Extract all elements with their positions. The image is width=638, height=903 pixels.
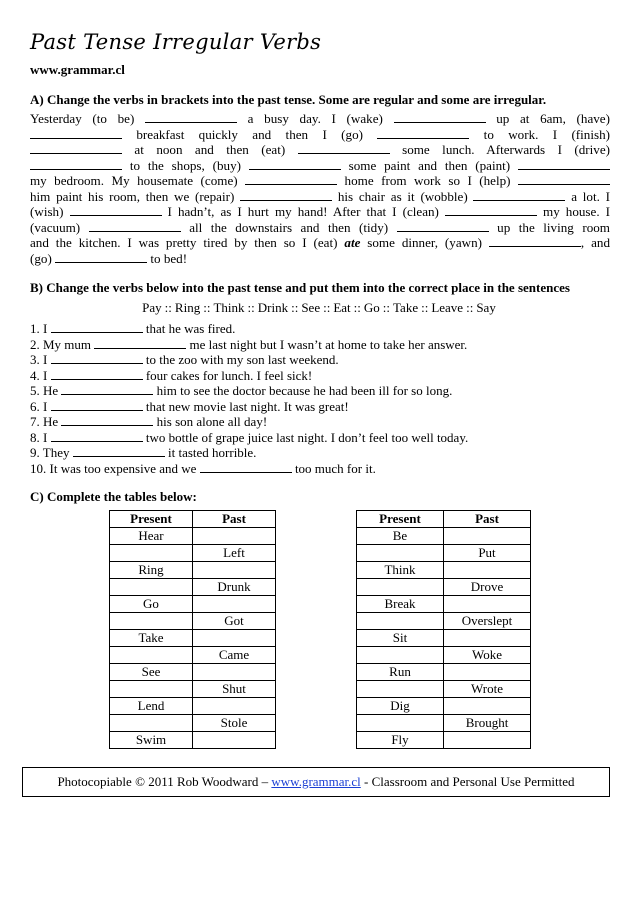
verb-cell: Left (193, 545, 276, 562)
text-segment: some dinner, (yawn) (360, 235, 489, 250)
answer-blank[interactable] (61, 383, 153, 395)
answer-blank[interactable] (51, 352, 143, 364)
verb-cell: Drunk (193, 579, 276, 596)
answer-blank[interactable] (30, 142, 122, 154)
answer-blank[interactable] (30, 158, 122, 170)
text-segment: 5. He (30, 383, 62, 398)
text-segment: breakfast quickly and then I (go) (122, 126, 378, 142)
answer-blank[interactable] (394, 111, 486, 123)
answer-blank[interactable] (298, 142, 390, 154)
verb-cell: Brought (444, 715, 531, 732)
answer-blank[interactable] (249, 158, 341, 170)
verb-cell: Run (357, 664, 444, 681)
answer-blank[interactable] (397, 220, 489, 232)
answer-cell[interactable] (110, 681, 193, 698)
answer-cell[interactable] (357, 715, 444, 732)
answer-blank[interactable] (518, 173, 610, 185)
passage-line (30, 111, 610, 127)
table-row (357, 630, 531, 647)
text-segment: , and (580, 235, 611, 250)
passage-line (30, 220, 610, 236)
table-row (357, 613, 531, 630)
column-header: Present (357, 511, 444, 528)
text-segment: a busy day. I (wake) (237, 111, 394, 126)
passage-line (30, 173, 610, 189)
answer-blank[interactable] (145, 111, 237, 123)
answer-blank[interactable] (51, 368, 143, 380)
verb-cell: Ring (110, 562, 193, 579)
section-b-sentences (30, 321, 468, 476)
site-url: www.grammar.cl (30, 62, 125, 77)
word-bank (0, 300, 638, 316)
table-row (110, 698, 276, 715)
text-segment: to the shops, (buy) (122, 157, 249, 173)
table-row (357, 545, 531, 562)
word-bank-item: Eat (333, 300, 351, 315)
text-segment: to the zoo with my son last weekend. (142, 352, 339, 367)
answer-cell[interactable] (357, 681, 444, 698)
text-segment: 3. I (30, 352, 51, 367)
word-bank-separator: :: (353, 300, 361, 315)
text-segment: it tasted horrible. (164, 445, 257, 460)
word-bank-item: See (301, 300, 321, 315)
verb-cell: Shut (193, 681, 276, 698)
sentence-line (30, 352, 468, 368)
answer-blank[interactable] (73, 445, 165, 457)
table-row (357, 562, 531, 579)
answer-cell[interactable] (110, 545, 193, 562)
word-bank-item: Think (213, 300, 245, 315)
text-segment: that he was fired. (142, 321, 236, 336)
answer-cell[interactable] (357, 545, 444, 562)
answer-blank[interactable] (61, 414, 153, 426)
word-bank-item: Go (363, 300, 380, 315)
word-bank-item: Drink (257, 300, 289, 315)
answer-cell[interactable] (444, 562, 531, 579)
word-bank-item: Say (476, 300, 496, 315)
column-header: Present (110, 511, 193, 528)
table-row (110, 681, 276, 698)
section-b-heading: B) Change the verbs below into the past tense and put them into the correct place in the sentences (30, 280, 570, 295)
word-bank-separator: :: (421, 300, 429, 315)
table-row (110, 613, 276, 630)
verb-table-2 (356, 510, 531, 749)
passage-line (30, 189, 610, 205)
answer-cell[interactable] (444, 732, 531, 749)
footer-link[interactable]: www.grammar.cl (271, 774, 361, 789)
verb-cell: Lend (110, 698, 193, 715)
text-segment: 7. He (30, 414, 62, 429)
text-segment: (go) (30, 250, 56, 266)
text-segment: at noon and then (eat) (122, 142, 298, 157)
text-segment: too much for it. (291, 460, 376, 476)
verb-cell: Hear (110, 528, 193, 545)
passage-line (30, 158, 610, 174)
text-segment: to work. I (finish) (469, 126, 610, 142)
footer-text-before: Photocopiable © 2011 Rob Woodward – (57, 774, 272, 789)
sentence-line (30, 445, 468, 461)
verb-cell: Woke (444, 647, 531, 664)
sentence-line (30, 383, 468, 399)
answer-blank[interactable] (30, 127, 122, 139)
text-segment: 4. I (30, 367, 51, 383)
page-title: Past Tense Irregular Verbs (30, 30, 322, 54)
answer-cell[interactable] (193, 664, 276, 681)
text-segment: my house. I (536, 204, 610, 219)
text-segment: him paint his room, then we (repair) (30, 188, 241, 204)
table-row (110, 630, 276, 647)
section-c-heading: C) Complete the tables below: (30, 489, 197, 504)
table-row (357, 715, 531, 732)
answer-cell[interactable] (444, 630, 531, 647)
answer-cell[interactable] (193, 596, 276, 613)
text-segment: 1. I (30, 321, 51, 336)
word-bank-item: Pay (142, 300, 162, 315)
table-row (110, 647, 276, 664)
answer-cell[interactable] (110, 613, 193, 630)
text-segment: a lot. I (565, 188, 610, 204)
answer-blank[interactable] (94, 337, 186, 349)
text-segment: his son alone all day! (153, 414, 268, 429)
section-a-heading: A) Change the verbs in brackets into the past tense. Some are regular and some are irregular. (30, 92, 547, 107)
passage-line (30, 204, 610, 220)
answer-cell[interactable] (110, 647, 193, 664)
table-row (357, 732, 531, 749)
answer-cell[interactable] (193, 630, 276, 647)
word-bank-item: Leave (431, 300, 464, 315)
verb-cell: Overslept (444, 613, 531, 630)
text-segment: Yesterday (to be) (30, 111, 146, 126)
answer-cell[interactable] (110, 579, 193, 596)
sentence-line (30, 461, 468, 477)
answer-cell[interactable] (193, 528, 276, 545)
text-segment: to bed! (147, 250, 188, 266)
footer-text-after: - Classroom and Personal Use Permitted (360, 774, 575, 789)
text-segment: 6. I (30, 398, 51, 414)
answer-cell[interactable] (193, 562, 276, 579)
section-a-passage (30, 111, 610, 266)
verb-cell: Swim (110, 732, 193, 749)
answer-blank[interactable] (89, 220, 181, 232)
text-segment: 10. It was too expensive and we (30, 460, 200, 476)
table-row (110, 545, 276, 562)
sentence-line (30, 321, 468, 337)
verb-cell: Dig (357, 698, 444, 715)
footer (22, 767, 610, 797)
word-bank-separator: :: (466, 300, 474, 315)
answer-cell[interactable] (444, 528, 531, 545)
answer-blank[interactable] (377, 127, 469, 139)
table-row (357, 596, 531, 613)
answer-blank[interactable] (55, 251, 147, 263)
text-segment: up at 6am, (have) (485, 111, 610, 126)
answer-cell[interactable] (357, 613, 444, 630)
text-segment: two bottle of grape juice last night. I don’t feel too well today. (142, 429, 469, 445)
text-segment: (vacuum) (30, 219, 89, 235)
word-bank-separator: :: (247, 300, 255, 315)
word-bank-item: Ring (174, 300, 201, 315)
table-row (357, 698, 531, 715)
table-row (110, 579, 276, 596)
table-row (357, 647, 531, 664)
answer-cell[interactable] (444, 596, 531, 613)
verb-cell: Go (110, 596, 193, 613)
verb-cell: Take (110, 630, 193, 647)
column-header: Past (193, 511, 276, 528)
table-header-row (357, 511, 531, 528)
text-segment: my bedroom. My housemate (come) (30, 173, 246, 188)
text-segment: me last night but I wasn’t at home to take her answer. (186, 336, 468, 352)
answer-cell[interactable] (193, 698, 276, 715)
answer-blank[interactable] (518, 158, 610, 170)
answer-blank[interactable] (200, 461, 292, 473)
answer-cell[interactable] (110, 715, 193, 732)
text-segment: 9. They (30, 445, 73, 460)
table-row (357, 579, 531, 596)
word-bank-item: Take (393, 300, 419, 315)
word-bank-separator: :: (291, 300, 299, 315)
sentence-line (30, 414, 468, 430)
table-row (357, 664, 531, 681)
text-segment: him to see the doctor because he had been ill for so long. (153, 383, 453, 398)
verb-cell: Got (193, 613, 276, 630)
text-segment: his chair as it (wobble) (332, 188, 474, 204)
answer-blank[interactable] (445, 204, 537, 216)
verb-cell: Put (444, 545, 531, 562)
word-bank-separator: :: (382, 300, 391, 315)
text-segment: all the downstairs and then (tidy) (180, 219, 397, 235)
verb-table-1 (109, 510, 276, 749)
answer-blank[interactable] (473, 189, 565, 201)
text-segment: home from work so I (help) (337, 173, 518, 188)
table-header-row (110, 511, 276, 528)
verb-cell: Came (193, 647, 276, 664)
verb-cell: Stole (193, 715, 276, 732)
answer-cell[interactable] (444, 664, 531, 681)
passage-line (30, 142, 610, 158)
text-segment: that new movie last night. It was great! (142, 398, 349, 414)
table-row (110, 596, 276, 613)
text-segment: some paint and then (paint) (340, 157, 519, 173)
answer-cell[interactable] (357, 579, 444, 596)
text-segment: four cakes for lunch. I feel sick! (142, 367, 313, 383)
verb-cell: Drove (444, 579, 531, 596)
table-row (110, 528, 276, 545)
answer-cell[interactable] (193, 732, 276, 749)
passage-line (30, 235, 610, 251)
verb-cell: Fly (357, 732, 444, 749)
sentence-line (30, 368, 468, 384)
answer-blank[interactable] (51, 430, 143, 442)
answer-blank[interactable] (51, 321, 143, 333)
table-row (110, 715, 276, 732)
verb-cell: Wrote (444, 681, 531, 698)
text-segment: (wish) (30, 204, 70, 219)
table-row (357, 681, 531, 698)
word-bank-separator: :: (323, 300, 331, 315)
text-segment: 2. My mum (30, 336, 95, 352)
sentence-line (30, 430, 468, 446)
table-row (110, 732, 276, 749)
word-bank-separator: :: (203, 300, 211, 315)
verb-cell: Break (357, 596, 444, 613)
table-row (110, 664, 276, 681)
text-segment: some lunch. Afterwards I (drive) (389, 142, 610, 157)
answer-blank[interactable] (70, 204, 162, 216)
text-segment: 8. I (30, 429, 51, 445)
answer-blank[interactable] (240, 189, 332, 201)
sentence-line (30, 399, 468, 415)
text-segment: and the kitchen. I was pretty tired by then so I (eat) (30, 235, 345, 250)
table-row (357, 528, 531, 545)
answer-cell[interactable] (357, 647, 444, 664)
verb-cell: Think (357, 562, 444, 579)
answer-blank[interactable] (245, 173, 337, 185)
answer-cell[interactable] (444, 698, 531, 715)
answer-blank[interactable] (489, 235, 581, 247)
passage-line (30, 127, 610, 143)
text-segment: I hadn’t, as I hurt my hand! After that I (clean) (161, 204, 445, 219)
text-segment: up the living room (488, 219, 610, 235)
verb-cell: Be (357, 528, 444, 545)
table-row (110, 562, 276, 579)
column-header: Past (444, 511, 531, 528)
verb-cell: See (110, 664, 193, 681)
answer-blank[interactable] (51, 399, 143, 411)
word-bank-separator: :: (164, 300, 172, 315)
sentence-line (30, 337, 468, 353)
example-answer: ate (344, 235, 361, 250)
verb-cell: Sit (357, 630, 444, 647)
passage-line (30, 251, 610, 267)
